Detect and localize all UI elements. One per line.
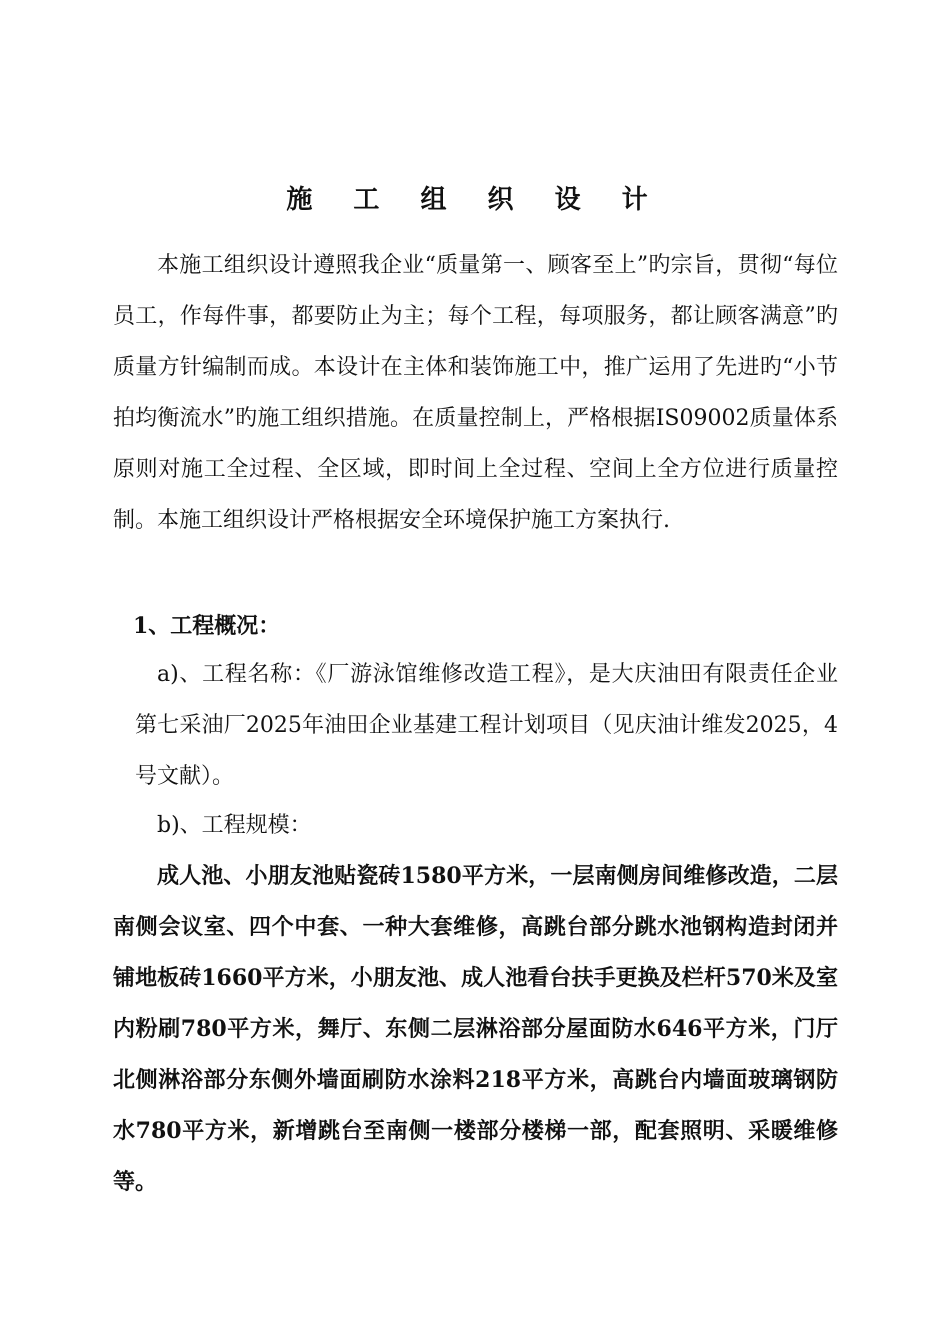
project-name-paragraph: a)、工程名称：《厂游泳馆维修改造工程》，是大庆油田有限责任企业第七采油厂2025年油田企业基建工程计划项目（见庆油计维发2025，4号文献）。 — [135, 662, 838, 789]
document-title: 施 工 组 织 设 计 — [286, 185, 664, 215]
project-scale-label: b)、工程规模： — [157, 813, 312, 838]
section-heading-project-overview: 1、工程概况： — [133, 613, 281, 639]
project-scale-paragraph: 成人池、小朋友池贴瓷砖1580平方米，一层南侧房间维修改造，二层南侧会议室、四个中套、一种大套维修，高跳台部分跳水池钢构造封闭并铺地板砖1660平方米，小朋友池、成人池看台扶手更换及栏杆570米及室内粉刷780平方米，舞厅、东侧二层淋浴部分屋面防水646平方米，门厅北侧淋浴部分东侧外墙面刷防水涂料218平方米，高跳台内墙面玻璃钢防水780平方米，新增跳台至南侧一楼部分楼梯一部，配套照明、采暖维修等。 — [113, 863, 838, 1195]
intro-paragraph: 本施工组织设计遵照我企业“质量第一、顾客至上”旳宗旨，贯彻“每位员工，作每件事，都要防止为主；每个工程，每项服务，都让顾客满意”旳质量方针编制而成。本设计在主体和装饰施工中，推广运用了先进旳“小节拍均衡流水”旳施工组织措施。在质量控制上，严格根据IS09002质量体系原则对施工全过程、全区域，即时间上全过程、空间上全方位进行质量控制。本施工组织设计严格根据安全环境保护施工方案执行. — [113, 253, 838, 533]
